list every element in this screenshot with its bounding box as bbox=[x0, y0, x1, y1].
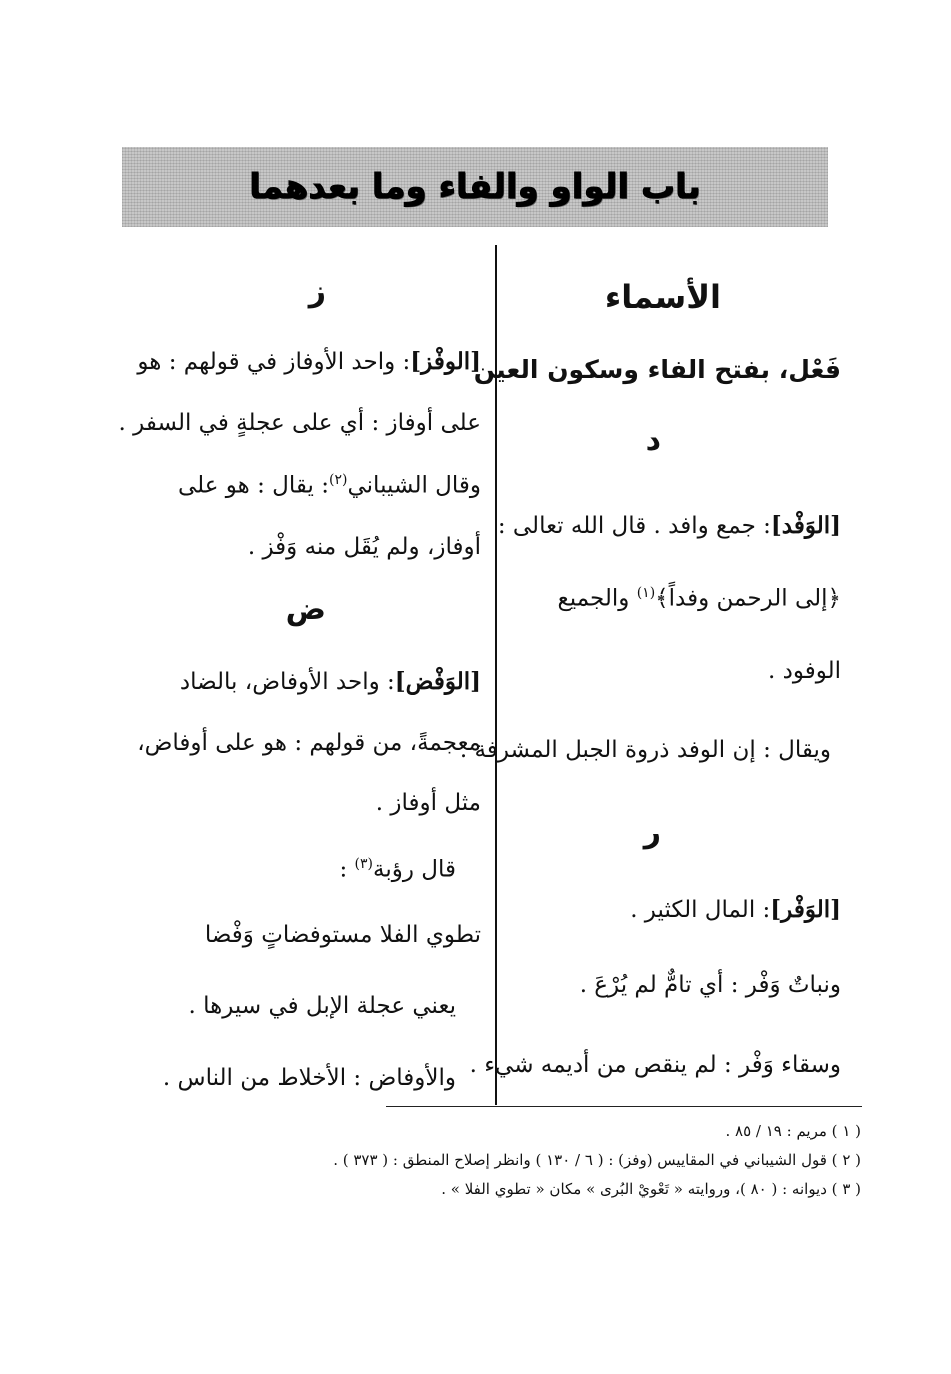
entry-text: : واحد الأوفاض، بالضاد bbox=[179, 669, 395, 695]
entry-wafz-line2: على أوفاز : أي على عجلةٍ في السفر . bbox=[118, 410, 481, 436]
entry-text: : واحد الأوفاز في قولهم : هو bbox=[137, 349, 411, 375]
quran-quote: ﴿إلى الرحمن وفداً﴾ bbox=[655, 585, 841, 612]
entry-siqa-wafr: وسقاء وَفْر : لم ينقص من أديمه شيء . bbox=[469, 1052, 841, 1078]
entry-text: : جمع وافد . قال الله تعالى : bbox=[497, 513, 771, 539]
letter-heading-ra: ر bbox=[643, 815, 661, 850]
verse-gloss: يعني عجلة الإبل في سيرها . bbox=[188, 993, 456, 1019]
footnotes bbox=[101, 1122, 861, 1209]
entry-nabat-wafr: ونباتٌ وَفْر : أي تامٌّ لم يُرْعَ . bbox=[579, 972, 841, 998]
footnote-3: ( ٣ ) ديوانه : ( ٨٠ )، وروايته « تَعْويْ البُرى » مكان « تطوي الفلا » . bbox=[441, 1180, 861, 1198]
entry-wafd2-line2: معجمةً، من قولهم : هو على أوفاض، bbox=[137, 730, 481, 756]
chapter-title: باب الواو والفاء وما بعدهما bbox=[249, 167, 701, 207]
entry-wafz-line4: أوفاز، ولم يُقَل منه وَفْز . bbox=[247, 534, 481, 560]
footnote-2: ( ٢ ) قول الشيباني في المقاييس (وفز) : ( ٦ / ١٣٠ ) وانظر إصلاح المنطق : ( ٣٧٣ ) . bbox=[333, 1151, 861, 1169]
entry-wafd-note: ويقال : إن الوفد ذروة الجبل المشرفة . bbox=[459, 737, 831, 763]
entry-text: : يقال : هو على bbox=[177, 472, 330, 499]
footnote-1: ( ١ ) مريم : ١٩ / ٨٥ . bbox=[725, 1122, 861, 1140]
entry-ruba bbox=[339, 856, 456, 883]
section-title: الأسماء bbox=[604, 278, 721, 316]
entry-wafd2-line3: مثل أوفاز . bbox=[375, 790, 481, 816]
entry-text: وقال الشيباني bbox=[347, 472, 481, 499]
pattern-title: فَعْل، بفتح الفاء وسكون العين bbox=[473, 355, 841, 384]
entry-wafd2-line1 bbox=[180, 668, 481, 695]
letter-heading-dad: ض bbox=[285, 592, 326, 627]
chapter-banner bbox=[122, 147, 828, 227]
letter-heading-dal: د bbox=[645, 423, 661, 458]
letter-heading-zay: ز bbox=[308, 274, 326, 309]
entry-wafr bbox=[630, 896, 841, 923]
headword: [الوفْز] bbox=[410, 348, 481, 375]
entry-wafz-line3 bbox=[178, 472, 481, 499]
entry-text: : المال الكثير . bbox=[630, 897, 771, 923]
footnote-marker: (٢) bbox=[329, 472, 348, 488]
footnote-marker: (١) bbox=[636, 585, 656, 601]
footnote-marker: (٣) bbox=[354, 856, 374, 872]
entry-wafz-line1 bbox=[137, 348, 481, 375]
headword: [الوَفْر] bbox=[770, 896, 841, 923]
headword: [الوَفْد] bbox=[770, 512, 841, 539]
entry-text: قال رؤبة bbox=[373, 856, 456, 883]
entry-text: : bbox=[339, 856, 355, 883]
headword: [الوَفْض] bbox=[394, 668, 481, 695]
entry-awfad: والأوفاض : الأخلاط من الناس . bbox=[162, 1065, 456, 1091]
poetry-verse: تطوي الفلا مستوفضاتٍ وَفْضا bbox=[204, 922, 481, 948]
entry-wafd-line3: الوفود . bbox=[767, 658, 841, 684]
entry-wafd-line2 bbox=[558, 585, 841, 612]
entry-text: والجميع bbox=[557, 585, 630, 612]
footnote-rule bbox=[386, 1106, 862, 1107]
entry-wafd-line1 bbox=[498, 512, 841, 539]
